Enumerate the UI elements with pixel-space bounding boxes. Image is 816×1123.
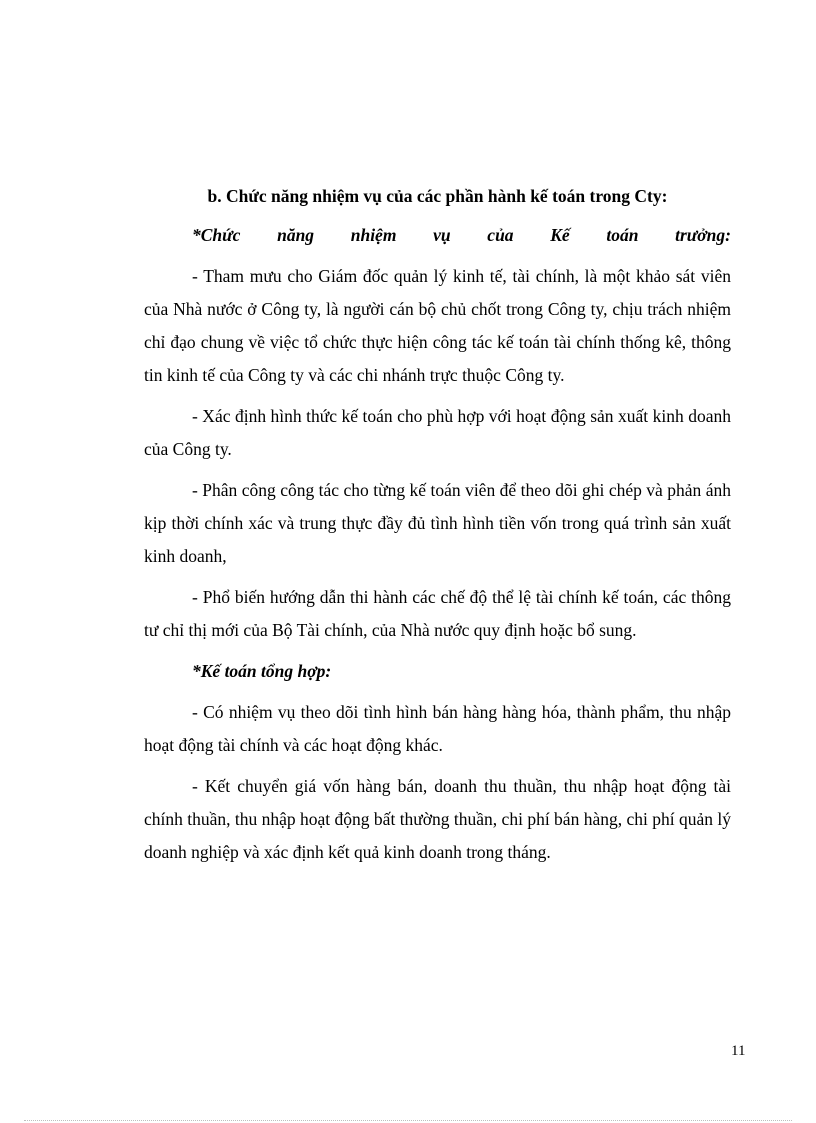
subheading-chief-accountant: *Chức năng nhiệm vụ của Kế toán trưởng: — [192, 225, 731, 245]
paragraph: - Kết chuyển giá vốn hàng bán, doanh thu thuần, thu nhập hoạt động tài chính thuần, thu nhập hoạt động bất thường thuần, chi phí bán hàng, chi phí quản lý doanh nghiệp và xác định kết quả kinh doanh trong tháng. — [144, 776, 731, 862]
subheading-general-accountant: *Kế toán tổng hợp: — [192, 661, 332, 681]
footer-divider — [24, 1120, 792, 1121]
page-number: 11 — [731, 1043, 746, 1059]
paragraph: - Tham mưu cho Giám đốc quản lý kinh tế, tài chính, là một khảo sát viên của Nhà nước ở Công ty, là người cán bộ chủ chốt trong Công ty, chịu trách nhiệm chỉ đạo chung về việc tổ chức thực hiện công tác kế toán tài chính thống kê, thông tin kinh tế của Công ty và các chi nhánh trực thuộc Công ty. — [144, 266, 731, 385]
paragraph: - Xác định hình thức kế toán cho phù hợp với hoạt động sản xuất kinh doanh của Công ty. — [144, 406, 731, 459]
section-heading: b. Chức năng nhiệm vụ của các phần hành kế toán trong Cty: — [207, 186, 668, 206]
paragraph: - Phổ biến hướng dẫn thi hành các chế độ thể lệ tài chính kế toán, các thông tư chỉ thị mới của Bộ Tài chính, của Nhà nước quy định hoặc bổ sung. — [144, 587, 731, 640]
paragraph: - Có nhiệm vụ theo dõi tình hình bán hàng hàng hóa, thành phẩm, thu nhập hoạt động tài chính và các hoạt động khác. — [144, 702, 731, 755]
page-content — [144, 180, 731, 877]
paragraph: - Phân công công tác cho từng kế toán viên để theo dõi ghi chép và phản ánh kịp thời chính xác và trung thực đầy đủ tình hình tiền vốn trong quá trình sản xuất kinh doanh, — [144, 480, 731, 566]
